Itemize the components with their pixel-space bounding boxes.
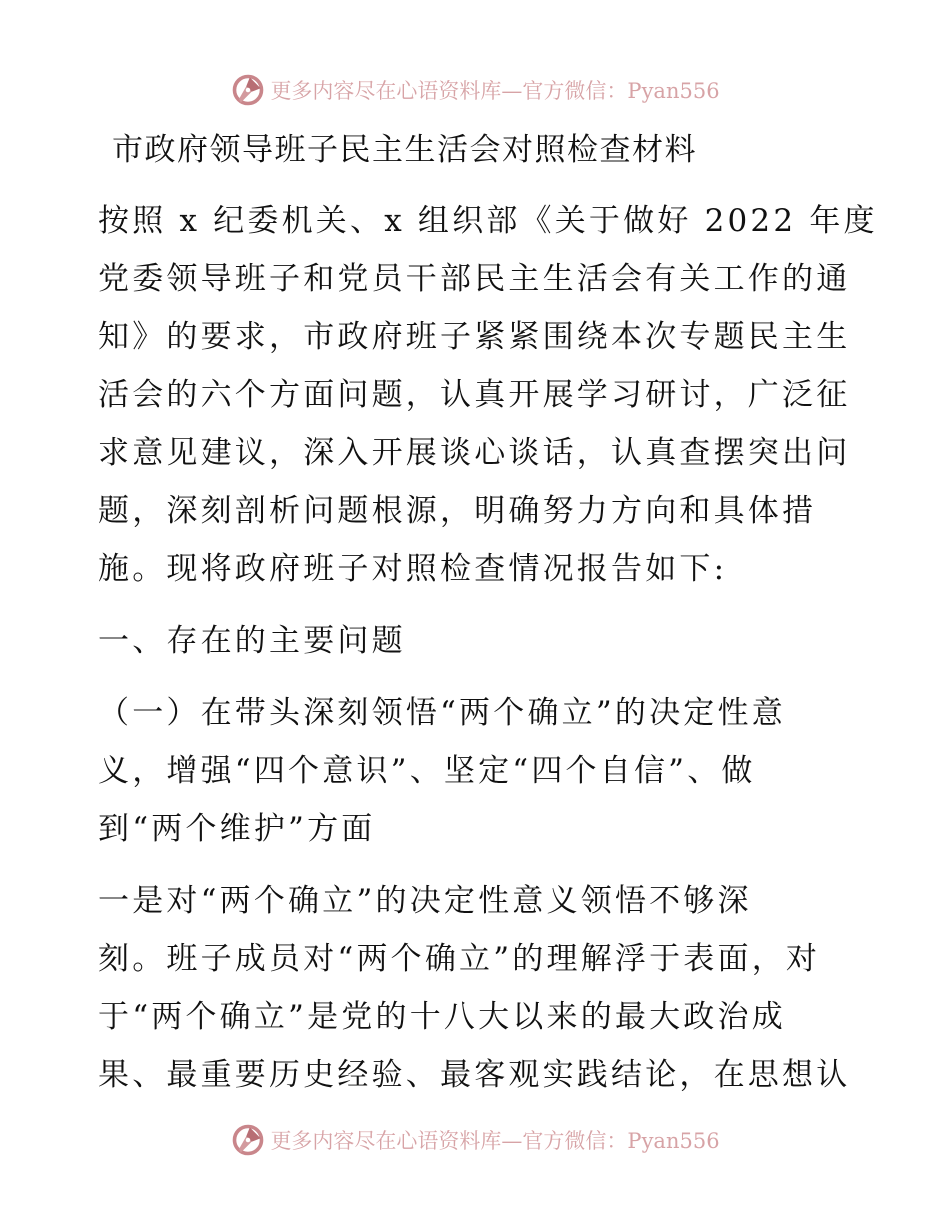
text-line: 知》的要求，市政府班子紧紧围绕本次专题民主生 <box>98 319 851 355</box>
watermark-header <box>0 70 950 110</box>
text-line: 果、最重要历史经验、最客观实践结论，在思想认 <box>98 1057 851 1093</box>
subsection-heading <box>98 684 858 858</box>
text-line: 义，增强“四个意识”、坚定“四个自信”、做 <box>98 753 756 789</box>
text-line: 于“两个确立”是党的十八大以来的最大政治成 <box>98 999 786 1035</box>
text-line: 一是对“两个确立”的决定性意义领悟不够深 <box>98 883 752 919</box>
text-line: 活会的六个方面问题，认真开展学习研讨，广泛征 <box>98 377 851 413</box>
paragraph-intro <box>98 192 878 598</box>
document-title: 市政府领导班子民主生活会对照检查材料 <box>112 132 697 168</box>
text-line: 施。现将政府班子对照检查情况报告如下: <box>98 551 728 587</box>
watermark-text: 更多内容尽在心语资料库—官方微信：Pyan556 <box>270 79 720 103</box>
document-body <box>98 122 878 1118</box>
watermark-text: 更多内容尽在心语资料库—官方微信：Pyan556 <box>270 1129 720 1153</box>
watermark-footer <box>0 1120 950 1160</box>
section-heading <box>98 612 858 670</box>
text-line: 求意见建议，深入开展谈心谈话，认真查摆突出问 <box>98 435 851 471</box>
text-line: 一、存在的主要问题 <box>98 623 406 659</box>
pen-nib-logo-icon <box>230 1122 266 1158</box>
text-line: 党委领导班子和党员干部民主生活会有关工作的通 <box>98 261 851 297</box>
pen-nib-logo-icon <box>230 72 266 108</box>
text-line: 题，深刻剖析问题根源，明确努力方向和具体措 <box>98 493 817 529</box>
text-line: （一）在带头深刻领悟“两个确立”的决定性意 <box>98 695 786 731</box>
text-line: 到“两个维护”方面 <box>98 811 376 847</box>
text-line: 按照 x 纪委机关、x 组织部《关于做好 2022 年度 <box>98 203 878 239</box>
paragraph-point-one <box>98 872 858 1104</box>
text-line: 刻。班子成员对“两个确立”的理解浮于表面，对 <box>98 941 821 977</box>
